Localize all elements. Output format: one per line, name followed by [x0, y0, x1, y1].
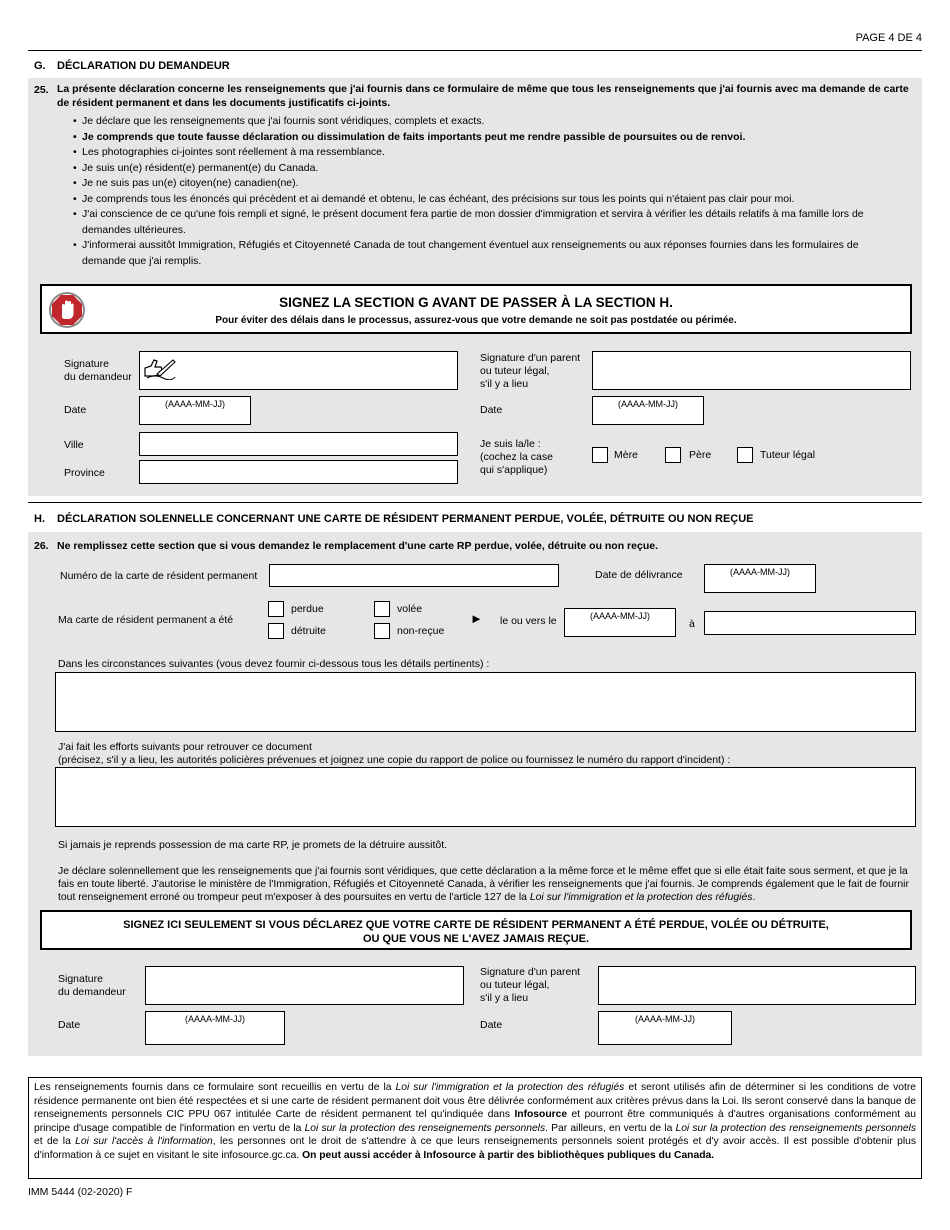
province-label: Province — [64, 467, 105, 479]
loss-date-field[interactable]: (AAAA-MM-JJ) — [564, 608, 676, 637]
h-applicant-signature-field[interactable] — [145, 966, 464, 1005]
on-or-about-label: le ou vers le — [500, 615, 557, 627]
mere-checkbox[interactable] — [592, 447, 608, 463]
declaration-list — [73, 114, 903, 269]
volee-checkbox[interactable] — [374, 601, 390, 617]
g-parent-date-label: Date — [480, 404, 503, 416]
g-applicant-signature-field[interactable] — [139, 351, 458, 390]
tuteur-label: Tuteur légal — [760, 449, 816, 461]
h-parent-date-label: Date — [480, 1019, 503, 1031]
declaration-item: • Je suis un(e) résident(e) permanent(e) du Canada. — [73, 161, 903, 177]
page-number: PAGE 4 DE 4 — [855, 32, 922, 44]
sign-here-banner: SIGNEZ ICI SEULEMENT SI VOUS DÉCLAREZ QUE VOTRE CARTE DE RÉSIDENT PERMANENT A ÉTÉ PERDUE, VOLÉE OU DÉTRUITE, OU QUE VOUS NE L'AVEZ JAMAIS REÇUE. — [40, 910, 912, 950]
destroy-promise-text: Si jamais je reprends possession de ma carte RP, je promets de la détruire aussitôt. — [58, 839, 448, 851]
volee-label: volée — [397, 603, 423, 615]
stop-subtitle: Pour éviter des délais dans le processus, assurez-vous que votre demande ne soit pas postdatée ou périmée. — [215, 315, 737, 326]
header-rule — [28, 50, 922, 51]
q26-number: 26. — [34, 540, 49, 552]
efforts-label: J'ai fait les efforts suivants pour retrouver ce document (précisez, s'il y a lieu, les autorités policières prévenues et joignez une copie du rapport de police ou fournissez le numéro du rapport d'incident) : — [58, 741, 731, 766]
card-was-label: Ma carte de résident permanent a été — [58, 614, 234, 626]
card-number-input[interactable] — [269, 564, 559, 587]
solemn-declaration-text: Je déclare solennellement que les renseignements que j'ai fournis sont véridiques, que cette déclaration a la même force et le même effet que si elle était faite sous serment, et que je la fais en toute liberté. J'autorise le ministère de l'Immigration, Réfugiés et Citoyenneté Canada, à vérifier les renseignements que j'ai fournis. Je comprends également que le fait de fournir tout renseignement erroné ou trompeur peut m'exposer à des poursuites en vertu de l'article 127 de la Loi sur l'immigration et la protection des réfugiés. — [58, 866, 909, 904]
signature-pen-icon — [143, 356, 177, 380]
je-suis-label: Je suis la/le : (cochez la case qui s'applique) — [480, 438, 553, 476]
issue-date-field[interactable]: (AAAA-MM-JJ) — [704, 564, 816, 593]
declaration-item: • Je ne suis pas un(e) citoyen(ne) canadien(ne). — [73, 176, 903, 192]
perdue-checkbox[interactable] — [268, 601, 284, 617]
efforts-textarea[interactable] — [55, 767, 916, 827]
declaration-item: • J'ai conscience de ce qu'une fois rempli et signé, le présent document fera partie de mon dossier d'immigration et servira à vérifier les détails relatifs à ma famille lors de demandes ultérieures. — [73, 207, 903, 238]
pere-checkbox[interactable] — [665, 447, 681, 463]
card-number-label: Numéro de la carte de résident permanent — [60, 570, 258, 582]
q25-text: La présente déclaration concerne les renseignements que j'ai fournis dans ce formulaire de même que tous les renseignements que j'ai fournis avec ma demande de carte de résident permanent et dans les documents justificatifs ci-joints. — [57, 83, 909, 109]
stop-title: SIGNEZ LA SECTION G AVANT DE PASSER À LA SECTION H. — [279, 295, 673, 310]
perdue-label: perdue — [291, 603, 324, 615]
detruite-label: détruite — [291, 625, 327, 637]
ville-label: Ville — [64, 439, 84, 451]
pere-label: Père — [689, 449, 712, 461]
circumstances-textarea[interactable] — [55, 672, 916, 732]
h-parent-date-field[interactable]: (AAAA-MM-JJ) — [598, 1011, 732, 1045]
section-h-letter: H. — [34, 513, 45, 525]
arrow-right-icon: ► — [470, 611, 483, 626]
h-sig-applicant-label: Signature du demandeur — [58, 973, 126, 998]
g-parent-date-field[interactable]: (AAAA-MM-JJ) — [592, 396, 704, 425]
h-parent-signature-field[interactable] — [598, 966, 916, 1005]
privacy-notice: Les renseignements fournis dans ce formulaire sont recueillis en vertu de la Loi sur l'immigration et la protection des réfugiés et seront utilisés afin de déterminer si les conditions de votre résidence permanente ont bien été respectées et si une carte de résident permanent doit vous être délivrée conformément aux critères prévus dans la Loi. Ils seront conservé dans la banque de renseignements personnels CIC PPU 067 intitulée Carte de résident permanent tel qu'indiquée dans Infosource et pourront être communiqués à d'autres organisations conformément au principe d'usage compatible de l'information en vertu de la Loi sur la protection des renseignements personnels. Par ailleurs, en vertu de la Loi sur la protection des renseignements personnels et de la Loi sur l'accès à l'information, les personnes ont le droit de s'attendre à ce que leurs renseignements personnels soient protégés et d'y avoir accès. Il est possible d'obtenir plus d'information à ce sujet en visitant le site infosource.gc.ca. On peut aussi accéder à Infosource à partir des bibliothèques publiques du Canada. — [28, 1077, 922, 1179]
declaration-item: • Je comprends tous les énoncés qui précèdent et ai demandé et obtenu, le cas échéant, des précisions sur tous les points qui n'étaient pas clair pour moi. — [73, 192, 903, 208]
h-applicant-date-field[interactable]: (AAAA-MM-JJ) — [145, 1011, 285, 1045]
section-g-letter: G. — [34, 60, 46, 72]
ville-input[interactable] — [139, 432, 458, 456]
g-applicant-date-field[interactable]: (AAAA-MM-JJ) — [139, 396, 251, 425]
section-divider — [28, 502, 922, 503]
non-recue-label: non-reçue — [397, 625, 445, 637]
non-recue-checkbox[interactable] — [374, 623, 390, 639]
mere-label: Mère — [614, 449, 638, 461]
g-parent-signature-field[interactable] — [592, 351, 911, 390]
issue-date-label: Date de délivrance — [595, 569, 683, 581]
section-h-title: DÉCLARATION SOLENNELLE CONCERNANT UNE CARTE DE RÉSIDENT PERMANENT PERDUE, VOLÉE, DÉTRUITE OU NON REÇUE — [57, 513, 754, 525]
loss-place-input[interactable] — [704, 611, 916, 635]
declaration-item: • Je déclare que les renseignements que j'ai fournis sont véridiques, complets et exacts. — [73, 114, 903, 130]
g-sig-applicant-label: Signature du demandeur — [64, 358, 132, 383]
form-id: IMM 5444 (02-2020) F — [28, 1186, 133, 1198]
tuteur-checkbox[interactable] — [737, 447, 753, 463]
at-label: à — [689, 618, 695, 630]
g-date-label: Date — [64, 404, 87, 416]
g-sig-parent-label: Signature d'un parent ou tuteur légal, s'il y a lieu — [480, 352, 581, 390]
stop-banner — [40, 284, 912, 334]
declaration-item: • J'informerai aussitôt Immigration, Réfugiés et Citoyenneté Canada de tout changement éventuel aux renseignements ou aux réponses fournies dans les formulaires de demande que j'ai remplis. — [73, 238, 903, 269]
section-g-title: DÉCLARATION DU DEMANDEUR — [57, 60, 230, 72]
province-input[interactable] — [139, 460, 458, 484]
circumstances-label: Dans les circonstances suivantes (vous devez fournir ci-dessous tous les détails pertinents) : — [58, 658, 490, 670]
declaration-item: • Les photographies ci-jointes sont réellement à ma ressemblance. — [73, 145, 903, 161]
h-date-label: Date — [58, 1019, 81, 1031]
q25-number: 25. — [34, 84, 49, 96]
declaration-item: • Je comprends que toute fausse déclaration ou dissimulation de faits importants peut me rendre passible de poursuites ou de renvoi. — [73, 130, 903, 146]
q26-text: Ne remplissez cette section que si vous demandez le remplacement d'une carte RP perdue, volée, détruite ou non reçue. — [57, 540, 658, 552]
h-sig-parent-label: Signature d'un parent ou tuteur légal, s'il y a lieu — [480, 966, 581, 1004]
detruite-checkbox[interactable] — [268, 623, 284, 639]
